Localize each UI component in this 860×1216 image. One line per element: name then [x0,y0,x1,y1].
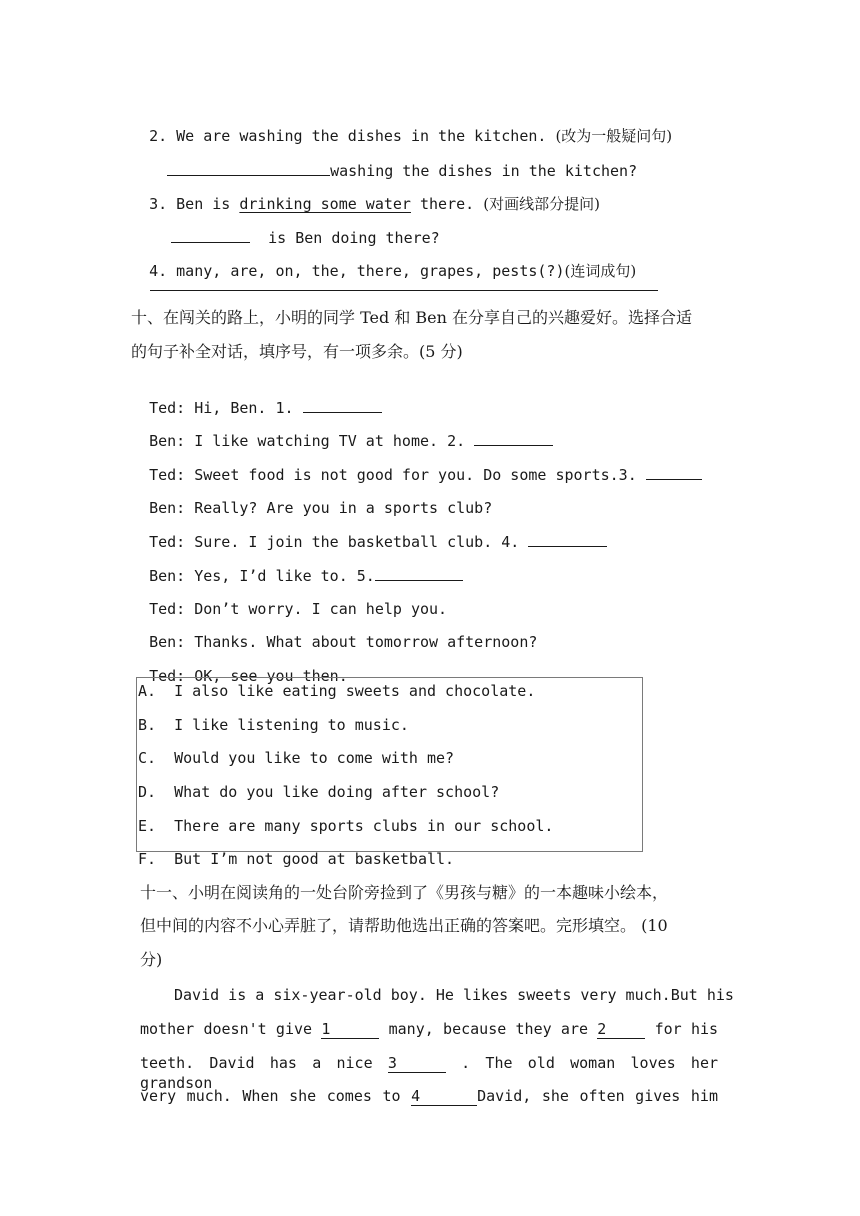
dialogue-text: Don’t worry. I can help you. [194,600,448,618]
cloze-blank-4[interactable]: 4 [411,1087,477,1106]
option-c: C. Would you like to come with me? [138,749,455,767]
question-number: 2. [149,127,168,145]
cloze-blank-1[interactable]: 1 [321,1020,379,1039]
option-a: A. I also like eating sweets and chocolate. [138,682,536,700]
section-11-heading-line-3: 分) [140,950,163,969]
speaker: Ted: [149,667,186,685]
dialogue-blank[interactable] [646,464,702,480]
underlined-phrase: drinking some water [239,195,411,213]
options-box [136,677,643,868]
section-11-heading-line-2: 但中间的内容不小心弄脏了，请帮助他选出正确的答案吧。完形填空。 (10 [140,916,668,935]
cloze-blank-3[interactable]: 3 [388,1054,446,1073]
speaker: Ted: [149,533,186,551]
section-10-heading-line-1: 十、在闯关的路上，小明的同学 Ted 和 Ben 在分享自己的兴趣爱好。选择合适 [131,308,693,327]
speaker: Ted: [149,466,186,484]
question-4 [131,241,636,281]
question-number: 4. [149,262,168,280]
dialogue-text: I like watching TV at home. 2. [194,432,466,450]
question-sentence-pre: Ben is [176,195,231,213]
dialogue-text: OK, see you then. [194,667,348,685]
speaker: Ben: [149,633,186,651]
question-instruction: (对画线部分提问) [483,195,600,213]
speaker: Ben: [149,499,186,517]
option-b: B. I like listening to music. [138,716,409,734]
question-sentence: We are washing the dishes in the kitchen. [176,127,547,145]
cloze-blank-2[interactable]: 2 [597,1020,645,1039]
question-instruction: (连词成句) [564,262,637,280]
answer-tail: washing the dishes in the kitchen? [330,162,638,180]
passage-line-3: teeth. David has a nice 3 . The old woman loves her grandson [140,1054,719,1092]
option-d: D. What do you like doing after school? [138,783,500,801]
option-e: E. There are many sports clubs in our school. [138,817,554,835]
question-number: 3. [149,195,168,213]
speaker: Ted: [149,600,186,618]
dialogue-text: Really? Are you in a sports club? [194,499,493,517]
speaker: Ted: [149,399,186,417]
question-instruction: (改为一般疑问句) [555,127,673,145]
dialogue-text: Thanks. What about tomorrow afternoon? [194,633,538,651]
dialogue-text: Sure. I join the basketball club. 4. [194,533,520,551]
passage-line-1: David is a six-year-old boy. He likes sweets very much.But his [174,986,734,1004]
question-sentence-post: there. [420,195,475,213]
dialogue-text: Yes, I’d like to. 5. [194,567,375,585]
question-words: many, are, on, the, there, grapes, pests(?) [176,262,565,280]
speaker: Ben: [149,432,186,450]
dialogue-blank[interactable] [528,531,607,547]
passage-line-2: mother doesn't give 1 many, because they are 2 for his [140,1020,719,1038]
speaker: Ben: [149,567,186,585]
option-f: F. But I’m not good at basketball. [138,850,455,868]
dialogue-text: Sweet food is not good for you. Do some sports.3. [194,466,637,484]
answer-tail: is Ben doing there? [268,229,440,247]
passage-line-4: very much. When she comes to 4 David, she often gives him [140,1087,718,1105]
dialogue-text: Hi, Ben. 1. [194,399,294,417]
answer-blank-4[interactable] [150,290,658,291]
section-11-heading-line-1: 十一、小明在阅读角的一处台阶旁捡到了《男孩与糖》的一本趣味小绘本， [140,883,669,902]
section-10-heading-line-2: 的句子补全对话，填序号，有一项多余。(5 分) [131,342,463,361]
